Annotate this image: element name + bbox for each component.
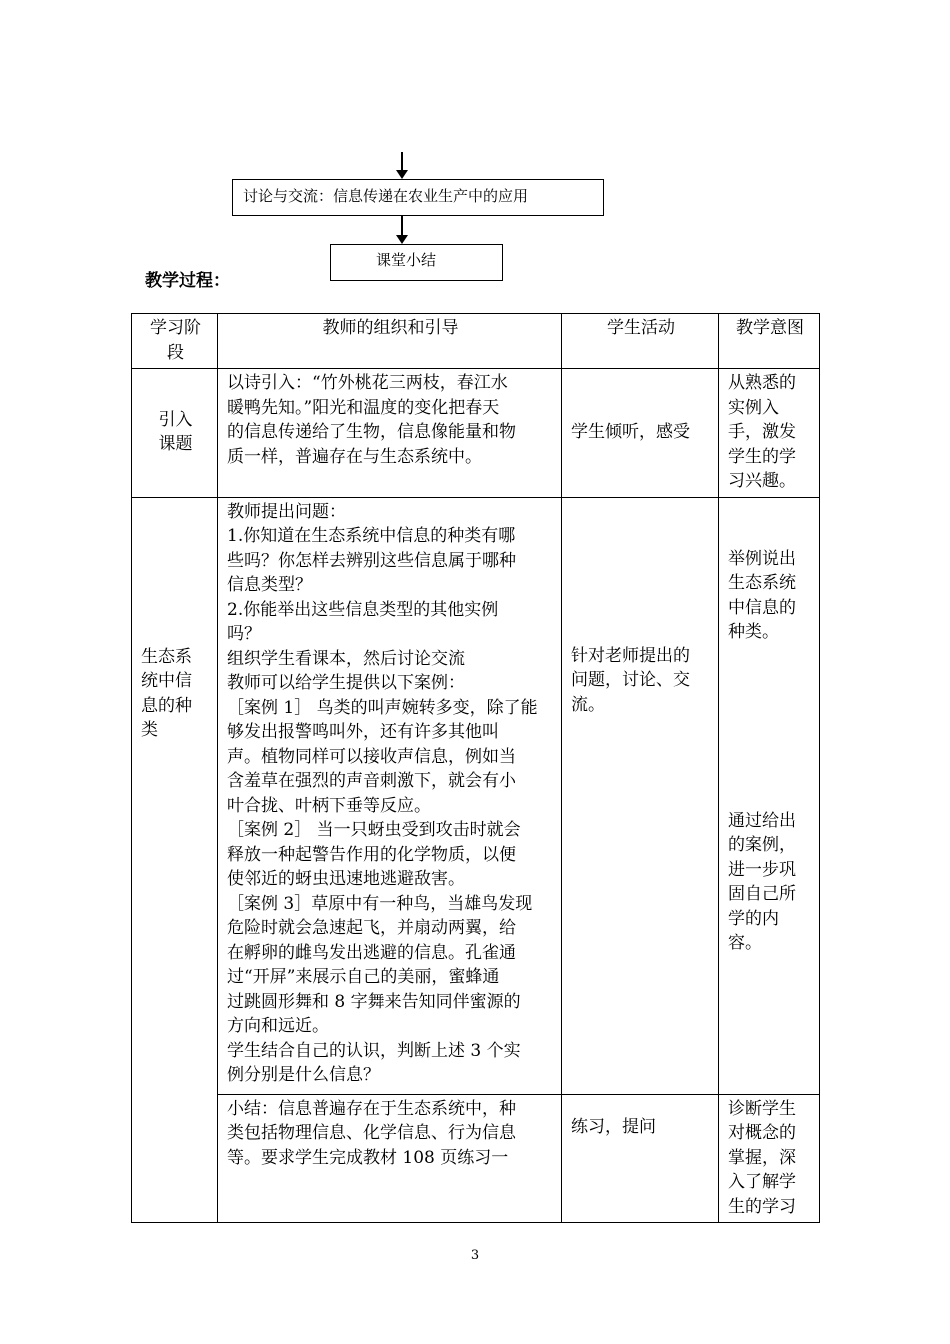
intent-line: 掌握，深 bbox=[728, 1147, 796, 1168]
header-teacher: 教师的组织和引导 bbox=[218, 314, 562, 369]
teacher-cell-info-types bbox=[218, 497, 562, 1094]
student-line: 针对老师提出的 bbox=[571, 645, 690, 666]
student-cell-intro: 学生倾听，感受 bbox=[562, 369, 719, 498]
teacher-line: 够发出报警鸣叫外，还有许多其他叫 bbox=[227, 722, 499, 742]
intent-line: 通过给出 bbox=[728, 810, 796, 831]
stage-line: 统中信 bbox=[141, 671, 192, 691]
teacher-line: 等。要求学生完成教材 108 页练习一 bbox=[227, 1147, 509, 1168]
header-intent: 教学意图 bbox=[719, 314, 820, 369]
teacher-line: 叶合拢、叶柄下垂等反应。 bbox=[227, 795, 431, 816]
flow-box-discussion-text: 讨论与交流：信息传递在农业生产中的应用 bbox=[243, 187, 529, 205]
intent-line: 实例入 bbox=[728, 397, 779, 418]
intent-line: 诊断学生 bbox=[728, 1098, 796, 1119]
teacher-line: 类包括物理信息、化学信息、行为信息 bbox=[227, 1123, 516, 1143]
intent-line: 学的内 bbox=[728, 908, 779, 929]
teaching-process-table bbox=[131, 313, 820, 1223]
teacher-line: 方向和远近。 bbox=[227, 1016, 329, 1036]
intent-line: 中信息的 bbox=[728, 597, 796, 618]
teacher-line: 在孵卵的雌鸟发出逃避的信息。孔雀通 bbox=[227, 942, 516, 963]
teacher-line: 以诗引入：“竹外桃花三两枝，春江水 bbox=[227, 373, 508, 393]
teacher-line: 质一样，普遍存在与生态系统中。 bbox=[227, 446, 482, 467]
teacher-line: 些吗？你怎样去辨别这些信息属于哪种 bbox=[227, 550, 516, 571]
teacher-line: 过跳圆形舞和 8 字舞来告知同伴蜜源的 bbox=[227, 991, 521, 1012]
teacher-line: 小结：信息普遍存在于生态系统中，种 bbox=[227, 1098, 516, 1119]
table-row-summary bbox=[132, 1094, 820, 1223]
teacher-line: 教师提出问题： bbox=[227, 501, 346, 522]
stage-cell-intro bbox=[132, 369, 218, 498]
teacher-line: 教师可以给学生提供以下案例： bbox=[227, 673, 465, 693]
header-student: 学生活动 bbox=[562, 314, 719, 369]
intent-line: 习兴趣。 bbox=[728, 471, 796, 491]
teacher-line: 危险时就会急速起飞，并扇动两翼，给 bbox=[227, 918, 516, 938]
intent-line: 入了解学 bbox=[728, 1172, 796, 1192]
intent-line: 学生的学 bbox=[728, 446, 796, 467]
table-row-info-types bbox=[132, 497, 820, 1094]
teacher-line: 释放一种起警告作用的化学物质，以便 bbox=[227, 844, 516, 865]
page-number: 3 bbox=[470, 1248, 480, 1263]
student-line: 流。 bbox=[571, 694, 605, 715]
teacher-line: 过“开屏”来展示自己的美丽，蜜蜂通 bbox=[227, 967, 500, 987]
header-stage-line: 学习阶 bbox=[150, 318, 201, 338]
flow-arrow-middle bbox=[396, 216, 408, 244]
intent-line: 固自己所 bbox=[728, 884, 796, 904]
student-line: 问题，讨论、交 bbox=[571, 670, 690, 690]
intent-line: 手，激发 bbox=[728, 422, 796, 442]
teacher-line: 吗？ bbox=[227, 624, 261, 644]
table-row-intro bbox=[132, 369, 820, 498]
teacher-line: 信息类型？ bbox=[227, 575, 312, 595]
flow-box-summary bbox=[330, 244, 503, 281]
flow-box-summary-text: 课堂小结 bbox=[376, 251, 437, 269]
teacher-line: 学生结合自己的认识，判断上述 3 个实 bbox=[227, 1040, 521, 1061]
teacher-cell-intro bbox=[218, 369, 562, 498]
stage-line: 类 bbox=[141, 720, 158, 740]
intent-cell-info-types bbox=[719, 497, 820, 1094]
teacher-line: ［案例 3］草原中有一种鸟，当雄鸟发现 bbox=[227, 893, 533, 914]
intent-line: 对概念的 bbox=[728, 1123, 796, 1143]
teacher-line: ［案例 2］ 当一只蚜虫受到攻击时就会 bbox=[227, 820, 521, 840]
teacher-line: 使邻近的蚜虫迅速地逃避敌害。 bbox=[227, 869, 465, 889]
flow-arrow-top bbox=[396, 152, 408, 179]
intent-line: 进一步巩 bbox=[728, 859, 796, 880]
teacher-line: 1.你知道在生态系统中信息的种类有哪 bbox=[227, 526, 516, 546]
teacher-line: 暖鸭先知。”阳光和温度的变化把春天 bbox=[227, 397, 500, 418]
intent-line: 生的学习 bbox=[728, 1196, 796, 1217]
stage-line: 生态系 bbox=[141, 646, 192, 667]
student-cell-info-types bbox=[562, 497, 719, 1094]
teacher-line: 的信息传递给了生物，信息像能量和物 bbox=[227, 422, 516, 442]
intent-line: 容。 bbox=[728, 933, 762, 953]
teacher-line: 例分别是什么信息？ bbox=[227, 1065, 380, 1085]
stage-line: 课题 bbox=[158, 434, 193, 455]
intent-cell-summary bbox=[719, 1094, 820, 1223]
teacher-cell-summary bbox=[218, 1094, 562, 1223]
section-heading: 教学过程： bbox=[145, 271, 230, 291]
intent-line: 从熟悉的 bbox=[728, 373, 796, 393]
header-stage-line: 段 bbox=[167, 342, 184, 363]
intent-line: 举例说出 bbox=[728, 548, 796, 569]
stage-cell-info-types bbox=[132, 497, 218, 1223]
intent-line: 生态系统 bbox=[728, 573, 796, 593]
teacher-line: 组织学生看课本，然后讨论交流 bbox=[227, 648, 465, 669]
teacher-line: 声。植物同样可以接收声信息，例如当 bbox=[227, 746, 516, 767]
teacher-line: 含羞草在强烈的声音刺激下，就会有小 bbox=[227, 771, 516, 791]
intent-line: 的案例， bbox=[728, 835, 796, 855]
teacher-line: 2.你能举出这些信息类型的其他实例 bbox=[227, 599, 499, 620]
teacher-line: ［案例 1］ 鸟类的叫声婉转多变，除了能 bbox=[227, 697, 538, 718]
intent-cell-intro bbox=[719, 369, 820, 498]
header-stage bbox=[132, 314, 218, 369]
table-header-row bbox=[132, 314, 820, 369]
intent-line: 种类。 bbox=[728, 622, 779, 642]
flow-box-discussion bbox=[232, 179, 604, 216]
intent-spacer bbox=[728, 645, 812, 809]
stage-line: 引入 bbox=[158, 409, 193, 430]
stage-line: 息的种 bbox=[141, 695, 192, 716]
student-cell-summary: 练习，提问 bbox=[562, 1094, 719, 1223]
